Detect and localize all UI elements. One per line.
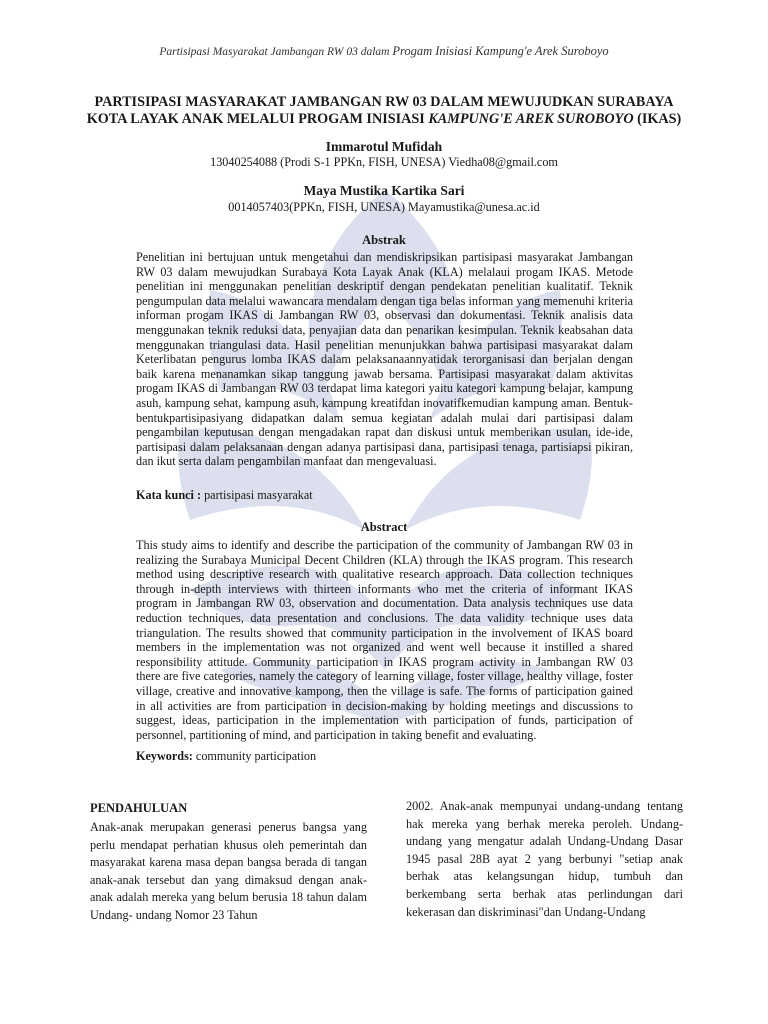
body-right-column: 2002. Anak-anak mempunyai undang-undang tentang hak mereka yang berhak mereka peroleh. Undang-undang yang mengatur adalah Undang-Undang Dasar 1945 pasal 28B ayat 2 yang berbunyi "setiap anak berhak atas kelangsungan hidup, tumbuh dan berkembang serta berhak atas perlindungan dari kekerasan dan diskriminasi"dan Undang-Undang	[406, 799, 683, 919]
title-line-2-emphasis: KAMPUNG'E AREK SUROBOYO	[428, 111, 634, 127]
title-line-2-prefix: KOTA LAYAK ANAK MELALUI PROGAM INISIASI	[86, 111, 425, 127]
abstract-keywords	[136, 749, 633, 764]
abstrak-heading: Abstrak	[362, 233, 406, 247]
author-affiliation-1: 13040254088 (Prodi S-1 PPKn, FISH, UNESA) Viedha08@gmail.com	[210, 155, 558, 169]
abstrak-keywords	[136, 488, 633, 503]
running-header-part-a: Partisipasi Masyarakat Jambangan RW 03 dalam	[159, 46, 390, 58]
body-left-column: Anak-anak merupakan generasi penerus bangsa yang perlu mendapat perhatian khusus oleh pemerintah dan masyarakat karena masa depan bangsa berada di tangan anak-anak tersebut dan yang dimaksud dengan anak-anak adalah mereka yang belum berusia 18 tahun dalam Undang- undang Nomor 23 Tahun	[90, 820, 367, 922]
abstract-heading: Abstract	[360, 520, 408, 534]
author-name-1: Immarotul Mufidah	[325, 139, 443, 154]
abstrak-body: Penelitian ini bertujuan untuk mengetahui dan mendiskripsikan partisipasi masyarakat Jambangan RW 03 dalam mewujudkan Surabaya Kota Layak Anak (KLA) melalaui progam IKAS. Metode penelitian ini menggunakan penelitian deskriptif dengan pendekatan penelitian kualitatif. Teknik pengumpulan data melalui wawancara mendalam dengan tiga belas informan yang memenuhi kriteria informan progam IKAS di Jambangan RW 03, observasi dan dokumentasi. Teknik analisis data menggunakan teknik reduksi data, penyajian data dan penarikan kesimpulan. Teknik keabsahan data menggunakan triangulasi data. Hasil penelitian menunjukkan bahwa partisipasi masyarakat dalam Keterlibatan pengurus lomba IKAS dalam pelaksanaannyatidak terorganisasi dan berjalan dengan baik karena menanamkan sikap tanggung jawab bersama. Partisipasi masyarakat dalam aktivitas progam IKAS di Jambangan RW 03 terdapat lima kategori yaitu kategori kampung belajar, kampung asuh, kampung sehat, kampung asuh, kampung kreatifdan inovatifkemudian kampung aman. Bentuk-bentukpartisipasiyang didapatkan dalam semua kegiatan adalah mulai dari partisipasi dalam pengambilan keputusan dengan mengadakan rapat dan diskusi untuk memberikan usulan, ide-ide, partisipasi dalam pelaksanaan dengan adanya partisipasi dana, partisipasi tenaga, partisiapsi pikiran, dan ikut serta dalam pengambilan manfaat dan mengevaluasi.	[136, 250, 633, 469]
author-affiliation-2: 0014057403(PPKn, FISH, UNESA) Mayamustika@unesa.ac.id	[228, 200, 540, 214]
abstrak-keywords-value: partisipasi masyarakat	[204, 488, 313, 502]
abstract-body: This study aims to identify and describe the participation of the community of Jambangan RW 03 in realizing the Surabaya Municipal Decent Children (KLA) through the IKAS program. This research method using descriptive research with qualitative research approach. Data collection techniques through in-depth interviews with thirteen informants who met the criteria of informant IKAS program in Jambangan RW 03, observation and documentation. Data analysis techniques use data reduction techniques, data presentation and conclusions. The data validity technique uses data triangulation. The results showed that community participation in the involvement of IKAS board members in the implementation was not organized and went well because it instilled a shared responsibility attitude. Community participation in IKAS program activity in Jambangan RW 03 there are five categories, namely the category of learning village, foster village, healthy village, foster village, creative and innovative kampong, then the village is safe. The forms of participation gained in all activities are from participation in decision-making by holding meetings and discussions to suggest, ideas, participation in the implementation with participation of funds, participation of personnel, partitioning of mind, and participation in taking benefit and evaluating.	[136, 538, 633, 742]
running-header	[0, 44, 768, 59]
abstract-keywords-label: Keywords:	[136, 749, 193, 763]
running-header-part-b: Progam Inisiasi Kampung'e Arek Suroboyo	[392, 44, 609, 58]
author-name-2: Maya Mustika Kartika Sari	[303, 183, 465, 198]
section-heading-pendahuluan: PENDAHULUAN	[90, 801, 188, 815]
title-line-1: PARTISIPASI MASYARAKAT JAMBANGAN RW 03 DALAM MEWUJUDKAN SURABAYA	[94, 94, 674, 110]
paper-title	[60, 94, 708, 128]
title-line-2-suffix: (IKAS)	[637, 111, 682, 127]
abstract-keywords-value: community participation	[195, 749, 317, 763]
abstrak-keywords-label: Kata kunci :	[136, 488, 202, 502]
